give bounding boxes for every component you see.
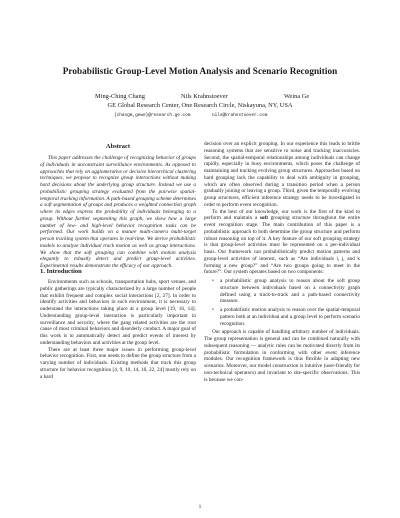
- body-text: grouping structure throughout the entire event recognition stage. The main contribution of this paper is a probabilistic approach to both determine the group structure and perform robust reasoning on top of it. A key feature of our soft grouping strategy is that group-level activities must be represented on a per-individual basis. Our framework can probabilistically predict motion patterns and group-level activities of interest, such as “Are individuals i, j, and k forming a new group?” and “Are two groups going to meet in the future?”. Our system operates based on two components:: [204, 215, 360, 276]
- abstract-heading: Abstract: [105, 143, 131, 150]
- introduction-text: [40, 279, 196, 380]
- author-name: Nils Krahnstoever: [181, 93, 228, 100]
- body-paragraph: decision over an explicit grouping. In our experience this leads to brittle reasoning systems that are sensitive to noise and tracking inaccuracies. Second, the spatial-temporal relationships among individuals can change rapidly, especially in busy environments, which poses the challenge of maintaining and tracking evolving group structures. Approaches based on hard grouping lack the capability to deal with ambiguity in grouping, which are often observed during a transition period when a person gradually joining or leaving a group. Third, given the temporally evolving group structures, efficient inference strategy needs to be investigated in order to perform event recognition.: [204, 141, 360, 208]
- emphasis-text: soft: [259, 215, 268, 222]
- body-paragraph: [204, 209, 360, 277]
- contribution-list: [204, 278, 360, 327]
- abstract-text: [40, 155, 196, 270]
- author-email: nils@krahnstoever.com: [212, 113, 268, 118]
- intro-paragraph: Environments such as schools, transportation hubs, sport venues, and public gatherings are typically characterized by a large number of people that exhibit frequent and complex social interactions [2, 27]. In order to identify activities and behaviors in such environment, it is necessary to understand the interactions taking place at a group level [19, 16, 14]. Understanding group-level interaction is particularly important in surveillance and security, where the gang related activities are the root cause of most criminal behaviors and disorderly conduct. A major goal of this work is to automatically detect and predict events of interest by understanding behaviors and activities at the group level.: [40, 279, 196, 346]
- abstract-paragraph: This paper addresses the challenge of recognizing behavior of groups of individuals in unconstraint surveillance environments. As opposed to approaches that rely on agglomerative or decisive hierarchical clustering techniques, we propose to recognize group interactions without making hard decisions about the underlying group structure. Instead we use a probabilistic grouping strategy evaluated from the pairwise spatial-temporal tracking information. A path-based grouping scheme determines a soft segmentation of groups and produces a weighted connection graph where its edges express the probability of individuals belonging to a group. Without further segmenting this graph, we show how a large number of low- and high-level behavior recognition tasks can be performed. Our work builds on a mature multi-camera multi-target person tracking system that operates in real-time. We derive probabilistic models to analyze individual track motion as well as group interactions. We show that the soft grouping can combine with motion analysis elegantly to robustly detect and predict group-level activities. Experimental results demonstrate the efficacy of our approach.: [40, 155, 196, 269]
- intro-paragraph: There are at least three major issues in performing group-level behavior recognition. First, one needs to define the group structure from a varying number of individuals. Existing methods that track this group structure for behavior recognition [4, 9, 10, 14, 16, 22, 24] mostly rely on a hard: [40, 346, 196, 380]
- body-text: To the best of our knowledge, our work is the first of the kind to perform and maintain a: [204, 208, 360, 222]
- paper-title: Probabilistic Group-Level Motion Analysis and Scenario Recognition: [62, 66, 338, 76]
- author-name: Ming-Ching Chang: [95, 93, 145, 100]
- author-email: {changm,gewe}@research.ge.com: [114, 113, 191, 118]
- section-heading-introduction: 1. Introduction: [40, 268, 82, 275]
- author-name: Weina Ge: [284, 93, 310, 100]
- right-column-text: [204, 141, 360, 383]
- email-list: [0, 113, 400, 121]
- body-paragraph: Our approach is capable of handling arbitrary number of individuals. The group representation is general and can be combined naturally with subsequent reasoning — analytic rules can be motivated directly from its probabilistic formulation in conforming with other event inference modules. Our recognition framework is thus flexible in adapting new scenarios. Moreover, our model construction is intuitive (user-friendly for non-technical operators) and invariant to site-specific observations. This is because we con-: [204, 329, 360, 383]
- list-item: • a probabilistic motion analysis to reason over the spatial-temporal pattern both at an individual and a group level to perform scenario recognition.: [212, 307, 360, 327]
- affiliation: GE Global Research Center, One Research Circle, Niskayuna, NY, USA: [107, 102, 293, 109]
- page-number: 1: [198, 504, 202, 510]
- list-item: • a probabilistic group analysis to reason about the soft group structure between individuals based on a connectivity graph defined using a track-to-track and a path-based connectivity measure.: [212, 278, 360, 305]
